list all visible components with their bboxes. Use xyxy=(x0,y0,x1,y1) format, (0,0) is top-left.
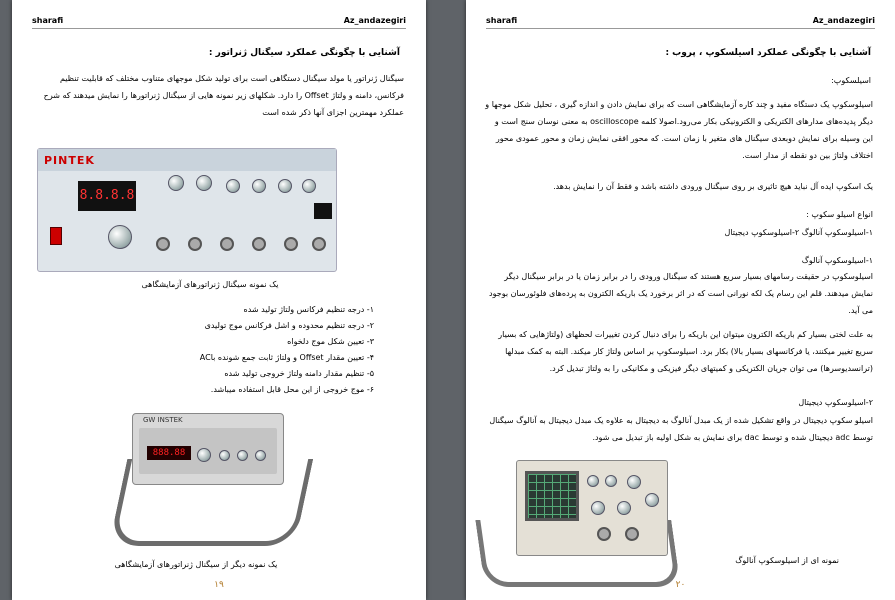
page-number: ۲۰ xyxy=(675,580,686,590)
power-switch xyxy=(50,227,62,245)
page-number: ۱۹ xyxy=(214,580,224,590)
analog-paragraph: اسیلوسکوپ در حقیقت رسامهای بسیار سریع هستند که سیگنال ورودی را در برابر زمان یا در برابر سیگنال دیگر نمایش میدهند. قلم این رسام یک لکه نورانی است که در اثر برخورد یک باریکه الکترون به پرده‌های فلوئورسان بوجود می آید. xyxy=(489,272,873,315)
width-knob xyxy=(226,179,240,193)
list-item: ۳- تعیین شکل موج دلخواه xyxy=(287,337,374,346)
image-caption: نمونه ای از اسیلوسکوپ آنالوگ xyxy=(735,556,839,565)
knob xyxy=(255,450,266,461)
page-header xyxy=(32,14,406,29)
intro-paragraph: سیگنال ژنراتور یا مولد سیگنال دستگاهی است برای تولید شکل موجهای متناوب مختلف که قابلیت تنظیم فرکانس، دامنه و ولتاژ Offset را دارد. شکلهای زیر نمونه هایی از سیگنال ژنراتورها را نمایش میدهند که شرح عملکرد مهمترین اجزای آنها ذکر شده است xyxy=(43,74,404,117)
section-subtitle: اسیلسکوپ: xyxy=(831,76,871,85)
list-item: ۶- موج خروجی از این محل قابل استفاده میباشد. xyxy=(210,385,374,394)
output-jack xyxy=(220,237,234,251)
list-item: ۲- درجه تنظیم محدوده و اشل فرکانس موج تولیدی xyxy=(204,321,374,330)
ideal-scope-note: یک اسکوپ ایده آل نباید هیچ تاثیری بر روی سیگنال ورودی داشته باشد و فقط آن را نمایش بدهد. xyxy=(553,182,873,191)
header-author: sharafi xyxy=(32,16,64,25)
knob xyxy=(605,475,617,487)
range-knob xyxy=(168,175,184,191)
frequency-knob xyxy=(108,225,132,249)
frequency-display: 888.88 xyxy=(147,446,191,460)
section-title: آشنایی با چگونگی عملکرد سیگنال ژنراتور : xyxy=(208,48,400,58)
output-jack xyxy=(312,237,326,251)
input-jack xyxy=(625,527,639,541)
header-subject: Az_andazegiri xyxy=(343,16,406,25)
output-jack xyxy=(252,237,266,251)
rate-knob xyxy=(252,179,266,193)
digital-heading: ۲-اسیلوسکوپ دیجیتال xyxy=(798,398,873,407)
component-list xyxy=(114,302,374,398)
list-item: ۴- تعیین مقدار Offset و ولتاژ ثابت جمع شونده باAC xyxy=(199,353,374,362)
output-jack xyxy=(284,237,298,251)
input-jack xyxy=(597,527,611,541)
offset-knob xyxy=(278,179,292,193)
redaction-mark xyxy=(314,203,332,219)
ampl-knob xyxy=(302,179,316,193)
brand-logo: GW INSTEK xyxy=(143,416,183,424)
knob xyxy=(617,501,631,515)
analog-heading: ۱-اسیلوسکوپ آنالوگ xyxy=(801,256,873,265)
knob xyxy=(197,448,211,462)
knob xyxy=(587,475,599,487)
crt-screen xyxy=(525,471,579,521)
output-jack xyxy=(188,237,202,251)
digital-paragraph: اسیلو سکوپ دیجیتال در واقع تشکیل شده از یک مبدل آنالوگ به دیجیتال به علاوه یک مبدل دیجیتال به آنالوگ سیگنال توسط adc دیجیتال شده و توسط dac برای نمایش به شکل اولیه باز تبدیل می شود. xyxy=(489,416,873,442)
output-jack xyxy=(156,237,170,251)
list-item: ۵- تنظیم مقدار دامنه ولتاژ خروجی تولید شده xyxy=(224,369,374,378)
image-caption: یک نمونه سیگنال ژنراتورهای آزمایشگاهی xyxy=(141,280,279,289)
analog-paragraph-2: به علت لختی بسیار کم باریکه الکترون میتوان این باریکه را برای دنبال کردن تغییرات لحظهای (ولتاژهایی که بسیار سریع تغییر میکنند، یا فرکانسهای بسیار بالا) بکار برد. اسیلوسکوپ بر اساس ولتاژ کار میکند. البته به کمک مبدلها (ترانسدیوسرها) می توان جریان الکتریکی و کمیتهای دیگر فیزیکی و مکانیکی را به ولتاژ تبدیل کرد. xyxy=(498,330,873,373)
knob xyxy=(591,501,605,515)
section-title: آشنایی با چگونگی عملکرد اسیلسکوپ ، پروب : xyxy=(665,48,871,58)
page-19 xyxy=(12,0,426,600)
knob xyxy=(627,475,641,489)
header-author: sharafi xyxy=(486,16,518,25)
signal-generator-image xyxy=(37,148,337,272)
image-caption-2: یک نمونه دیگر از سیگنال ژنراتورهای آزمایشگاهی xyxy=(114,560,278,569)
function-knob xyxy=(196,175,212,191)
types-list: ۱-اسیلوسکوپ آنالوگ ۲-اسیلوسکوپ دیجیتال xyxy=(724,228,873,237)
list-item: ۱- درجه تنظیم فرکانس ولتاژ تولید شده xyxy=(243,305,374,314)
page-header xyxy=(486,14,875,29)
knob xyxy=(645,493,659,507)
frequency-display: 8.8.8.8 xyxy=(78,181,136,211)
oscilloscope-intro: اسیلوسکوپ یک دستگاه مفید و چند کاره آزمایشگاهی است که برای نمایش دادن و اندازه گیری ، تحلیل شکل موجها و دیگر پدیده‌های مدارهای الکتریکی و الکترونیکی بکار می‌رود.اصولا کلمه oscilloscope به معنی نوسان سنج است و این وسیله برای نمایش دوبعدی سیگنال های متغیر با زمان است. که محور افقی نمایش زمان و محور عمودی محور اختلاف ولتاژ بین دو نقطه از مدار است. xyxy=(485,100,873,160)
knob xyxy=(237,450,248,461)
page-20 xyxy=(466,0,895,600)
types-heading: انواع اسیلو سکوپ : xyxy=(806,210,873,219)
brand-logo: PINTEK xyxy=(44,154,95,167)
knob xyxy=(219,450,230,461)
signal-generator-image-2 xyxy=(110,405,292,545)
header-subject: Az_andazegiri xyxy=(812,16,875,25)
